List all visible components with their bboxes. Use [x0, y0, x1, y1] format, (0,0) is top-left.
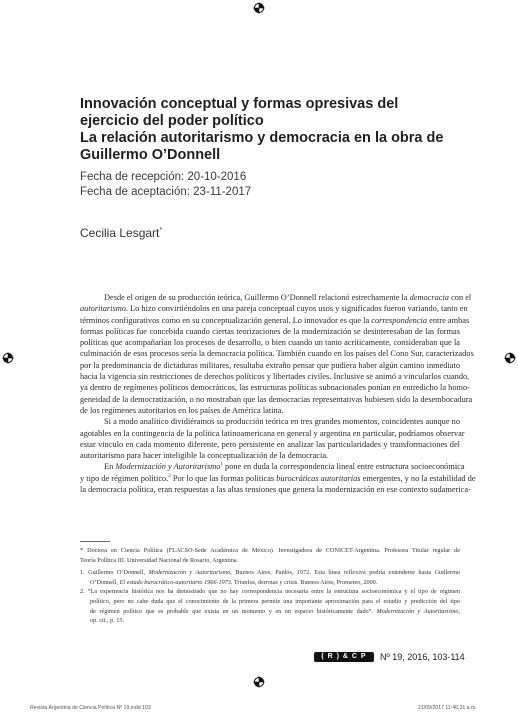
text-span: emergentes, y no la estabilidad de	[360, 473, 476, 483]
title-line: Guillermo O’Donnell	[80, 147, 221, 163]
text-line: ya dentro de regímenes políticos democráticos, las estructuras políticas subnacionales ponían en entredicho la homo-	[80, 383, 470, 393]
text-span: . Triunfos, derrotas y crisis. Buenos Aires, Prometeo, 2009.	[230, 578, 378, 586]
footnote-line: * Doctora en Ciencia Política (FLACSO-Sede Académica de México). Investigadora de CONICET-Argentina. Profesora Titular regular de	[80, 547, 460, 554]
footnote-divider	[80, 541, 110, 542]
italic-term: autoritarismo	[80, 304, 126, 314]
text-line: la democracia política, eran respuestas a las altas tensiones que genera la modernización en ese contexto sudamerica-	[80, 485, 471, 495]
registration-mark-icon	[253, 2, 265, 14]
text-line: formas políticas fue concebida cuando ciertas teorizaciones de la modernización se desinteresaban de las formas	[80, 326, 460, 336]
text-line: estar vinculo en cada momento diferente, pero persistente en analizar las particularidades y transformaciones del	[80, 439, 460, 449]
author-note-mark: *	[159, 227, 163, 234]
text-line: agotables en la contingencia de la política latinoamericana en general y argentina en particular, podríamos observar	[80, 428, 465, 438]
text-span: entre ambas	[427, 315, 470, 325]
text-span: . Lo hizo convirtiéndolos en una pareja conceptual cuyos usos y significados fueron variando, tanto en	[125, 304, 468, 314]
paragraph-2	[80, 416, 465, 461]
print-slug-file: Revista Argentina de Ciencia Política Nº 19.indd 103	[30, 705, 151, 711]
title-line: La relación autoritarismo y democracia en la obra de	[80, 130, 444, 146]
journal-logo: ( R ) & C P	[314, 652, 374, 662]
text-line: geneidad de la democratización, o no mostraban que las democracias representativas hubiesen sido la desembocadura	[80, 394, 473, 404]
title-line: Innovación conceptual y formas opresivas del	[80, 96, 399, 112]
text-line	[80, 473, 476, 484]
italic-term: Modernización y Autoritarismo	[115, 462, 221, 472]
italic-term: Modernización y Autoritarismo	[376, 607, 459, 615]
text-line	[80, 315, 470, 326]
footnotes	[80, 546, 460, 626]
italic-term: burocráticas autoritarias	[276, 473, 361, 483]
italic-term: democracia	[409, 293, 449, 302]
footnote-ref[interactable]: 2	[168, 473, 171, 479]
footnote-line: 2. “La experiencia histórica nos ha demostrado que no hay correspondencia necesaria entre la estructura socioeconómica y el tipo de régimen	[80, 588, 460, 596]
text-line: autoritarismo para hacer inteligible la conceptualización de la democracia.	[80, 451, 329, 461]
author	[80, 226, 162, 240]
text-span: 1. Guillermo O’Donnell,	[80, 569, 149, 577]
italic-term: El estado burocrático-autoritario 1966-1973	[119, 578, 231, 586]
footnote-line: op. cit., p. 15.	[90, 617, 125, 625]
registration-mark-icon	[504, 352, 516, 364]
footnote-ref[interactable]: 1	[220, 462, 223, 468]
article-title	[80, 96, 480, 164]
footnote-line	[80, 607, 460, 617]
registration-mark-icon	[253, 676, 265, 688]
footnote-line: Teoría Política III. Universidad Nacional de Rosario, Argentina.	[80, 556, 239, 564]
italic-term: correspondencia	[371, 315, 428, 325]
text-span: con el	[448, 293, 472, 302]
text-span: de régimen político que es probable que exista en un momento y en un espacio históricamente dado”.	[90, 607, 377, 615]
paragraph-1	[80, 292, 474, 416]
text-span: ,	[458, 607, 460, 615]
text-span: y tipo de régimen político.	[80, 473, 169, 483]
text-span: Desde el origen de su producción teórica, Guillermo O’Donnell relacionó estrechamente la	[104, 293, 410, 302]
issue-info: Nº 19, 2016, 103-114	[380, 652, 465, 662]
footnote-line	[80, 568, 460, 578]
footnote-line	[80, 578, 460, 588]
footnote-line: político, pero no cabe duda que el conocimiento de la primera permite una importante aproximación para el estudio y predicción del tipo	[90, 597, 460, 605]
text-line: Si a modo analítico dividiéramos su producción teórica en tres grandes momentos, coincidentes aunque no	[104, 417, 460, 427]
text-line	[80, 461, 465, 472]
title-line: ejercicio del poder político	[80, 113, 264, 129]
text-span: O’Donnell,	[90, 578, 120, 586]
text-span: En	[104, 462, 116, 472]
text-line	[80, 303, 468, 314]
text-line: por la predominancia de dictaduras militares, resultaba extraño pensar que pudiera haber algún camino inmediato	[80, 360, 460, 370]
italic-term: Modernización y Autoritarismo	[148, 569, 231, 577]
article-body	[80, 292, 476, 495]
text-span: Por lo que las formas políticas	[170, 473, 277, 483]
print-slug-timestamp: 21/09/2017 11:46:31 a.m.	[418, 705, 477, 711]
author-name: Cecilia Lesgart	[80, 226, 160, 240]
accepted-date: Fecha de aceptación: 23-11-2017	[80, 186, 252, 198]
text-span: términos configurativos como en su conceptualización general. Lo innovador es que la	[80, 315, 372, 325]
text-span: pone en duda la correspondencia lineal entre estructura socioeconómica	[222, 462, 465, 472]
paragraph-3	[80, 461, 476, 495]
text-line	[80, 292, 472, 303]
article-dates	[80, 170, 251, 200]
text-line: culminación de esos procesos sería la democracia política. También cuando en los países del Cono Sur, caracterizados	[80, 349, 474, 359]
text-line: hacia la vigencia sin restricciones de derechos políticos y libertades civiles. Inclusive se animó a vincularlos cuando,	[80, 372, 470, 382]
text-span: , Buenos Aires, Paidós, 1972. Esta línea reflexiva podría extenderse hasta Guillermo	[230, 569, 461, 577]
text-line: de los regímenes autoritarios en los países de América latina.	[80, 405, 284, 415]
text-line: políticas que acompañarían los procesos de desarrollo, o bien cuando un tanto acríticamente, consideraban que la	[80, 338, 460, 348]
registration-mark-icon	[2, 352, 14, 364]
received-date: Fecha de recepción: 20-10-2016	[80, 171, 247, 183]
